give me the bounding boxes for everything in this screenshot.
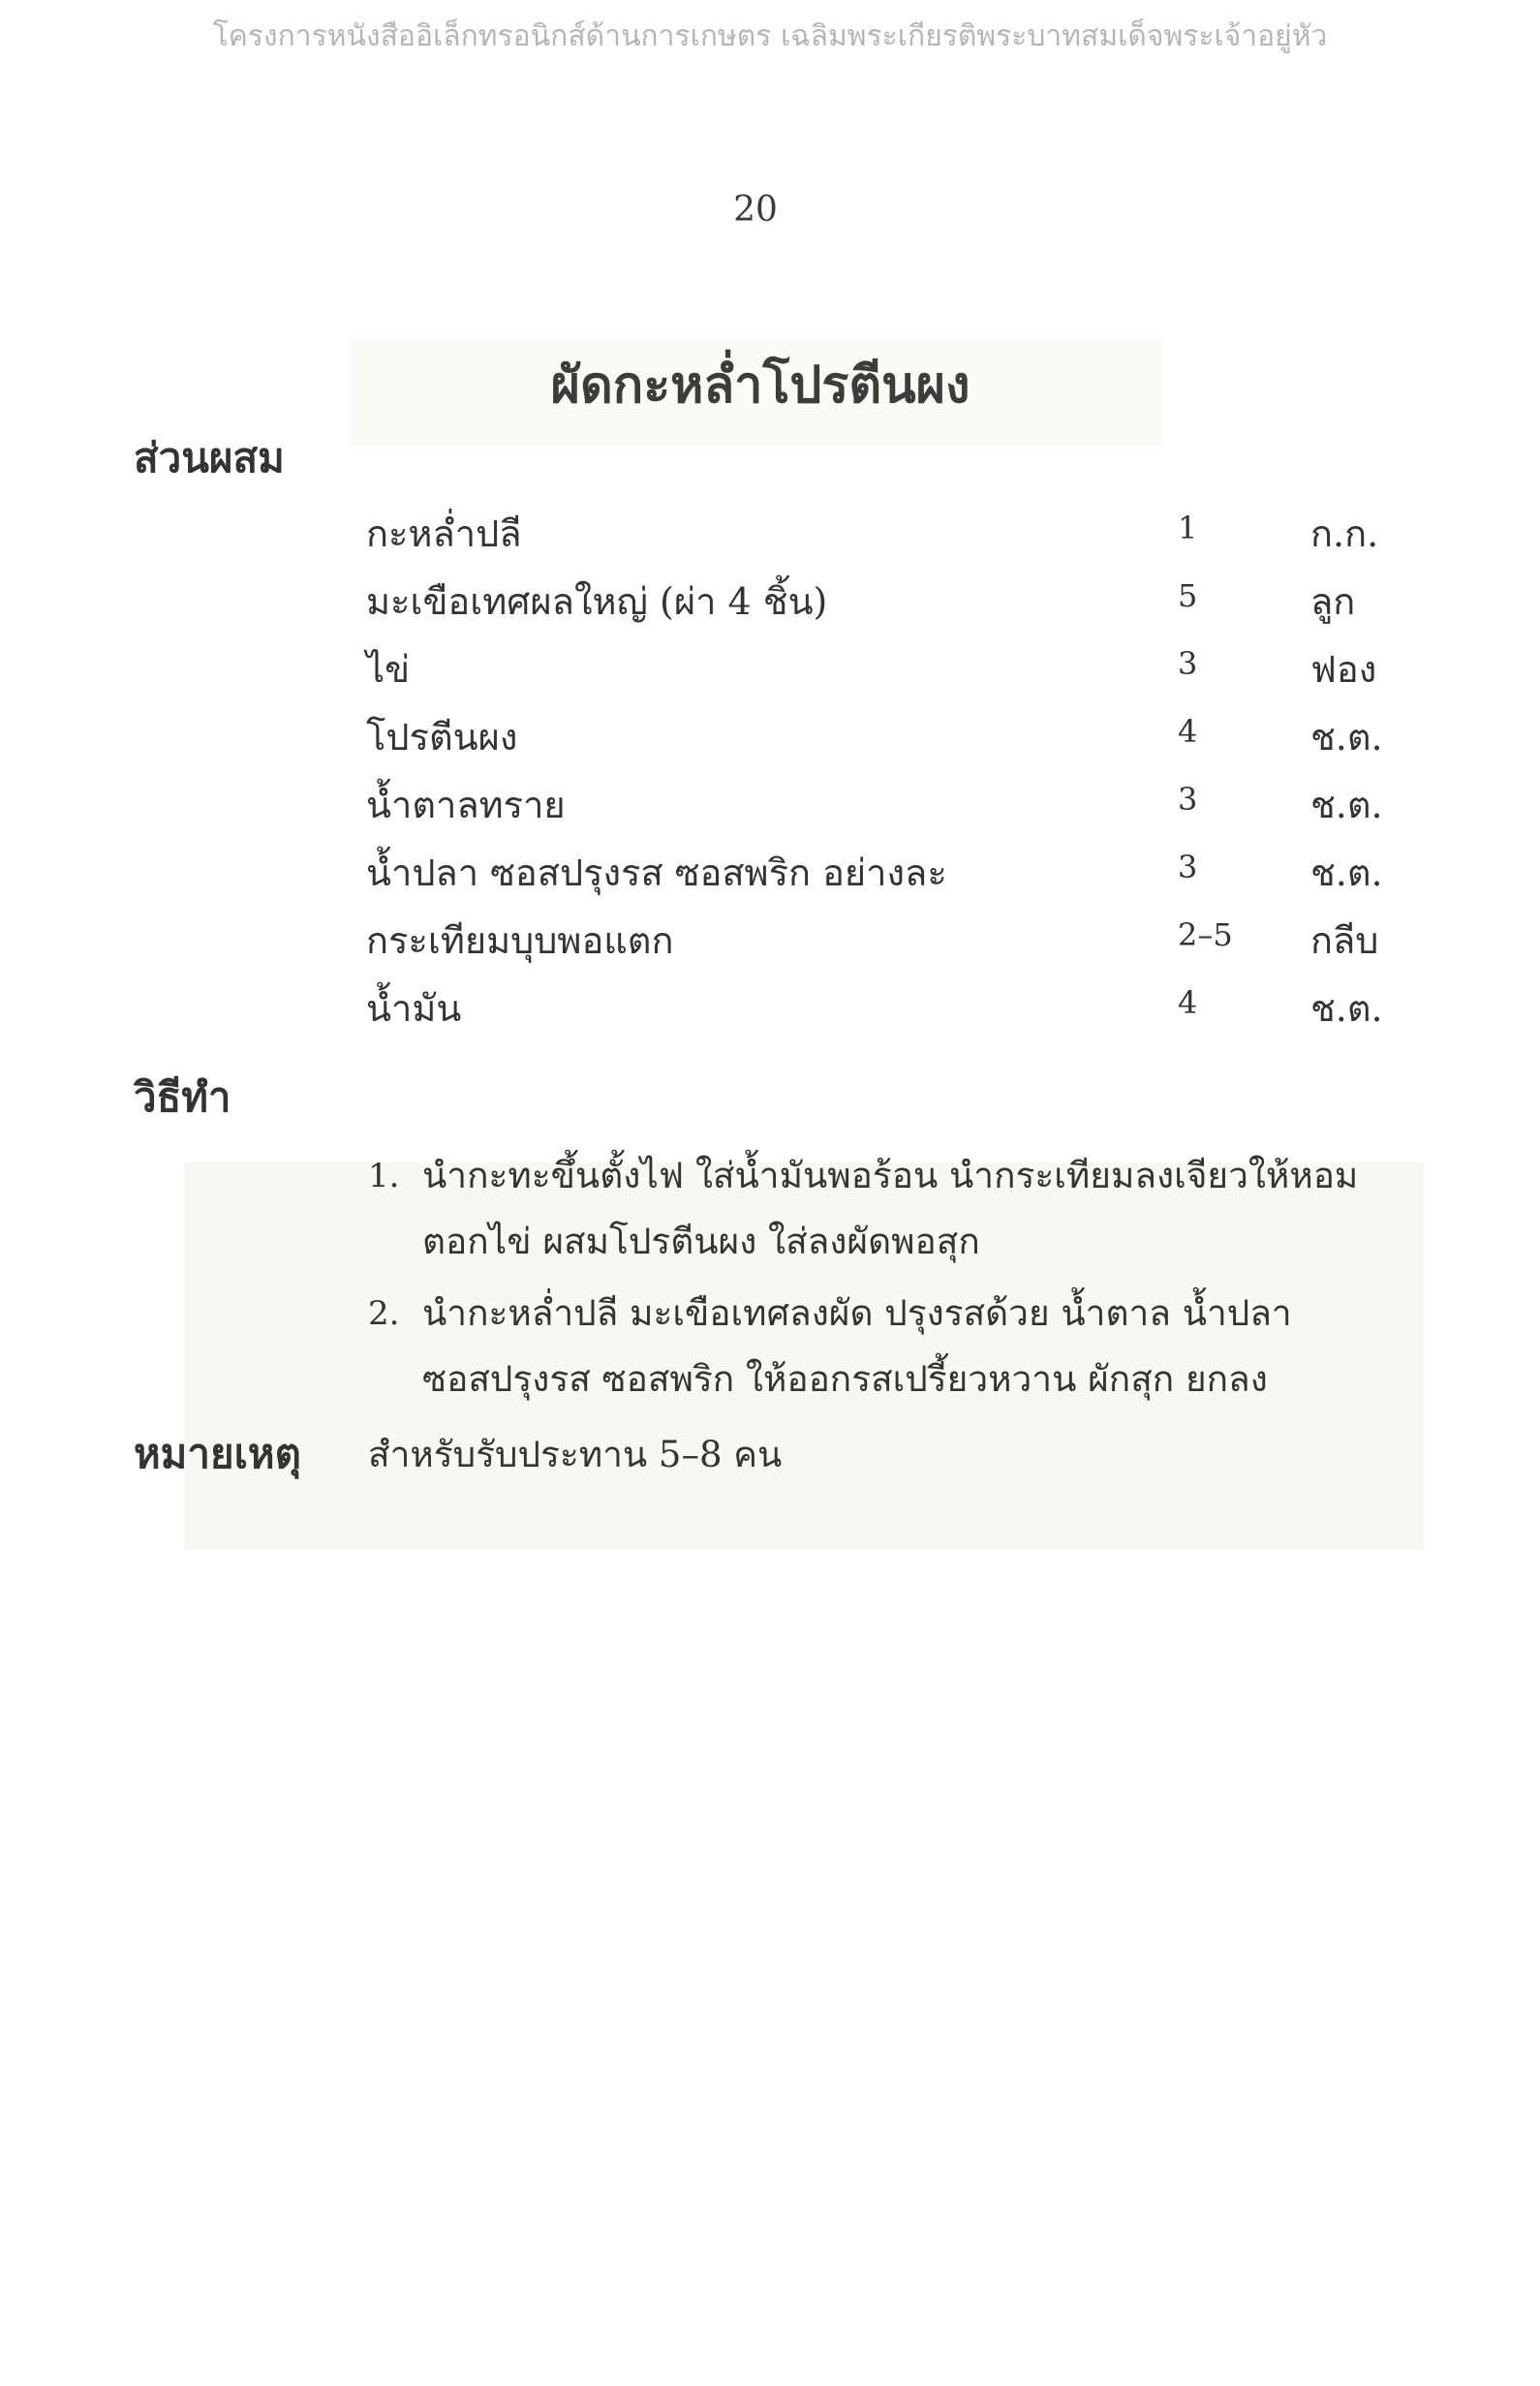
ingredient-qty: 2–5 bbox=[1178, 916, 1233, 953]
ingredient-unit: ลูก bbox=[1310, 580, 1356, 623]
ingredient-row bbox=[366, 707, 1393, 775]
ingredient-row bbox=[366, 639, 1393, 707]
project-header: โครงการหนังสืออิเล็กทรอนิกส์ด้านการเกษตร เฉลิมพระเกียรติพระบาทสมเด็จพระเจ้าอยู่หัว bbox=[212, 19, 1328, 53]
ingredient-name: มะเขือเทศผลใหญ่ (ผ่า 4 ชิ้น) bbox=[366, 580, 828, 623]
ingredient-unit: ก.ก. bbox=[1310, 512, 1379, 555]
ingredient-row bbox=[366, 572, 1393, 639]
ingredient-name: กะหล่ำปลี bbox=[366, 512, 522, 555]
ingredients-heading: ส่วนผสม bbox=[134, 434, 285, 481]
ingredient-unit: ช.ต. bbox=[1310, 987, 1383, 1030]
ingredient-unit: ช.ต. bbox=[1310, 716, 1383, 759]
recipe-title: ผัดกะหล่ำโปรตีนผง bbox=[550, 356, 970, 415]
note-text: สำหรับรับประทาน 5–8 คน bbox=[368, 1434, 783, 1475]
step-number: 2. bbox=[368, 1294, 400, 1333]
ingredient-name: น้ำปลา ซอสปรุงรส ซอสพริก อย่างละ bbox=[366, 852, 947, 894]
ingredient-unit: กลีบ bbox=[1310, 919, 1379, 962]
ingredient-name: ไข่ bbox=[366, 648, 411, 691]
ingredient-qty: 3 bbox=[1178, 849, 1198, 885]
ingredient-row bbox=[366, 911, 1393, 978]
ingredient-name: กระเทียมบุบพอแตก bbox=[366, 919, 674, 962]
note-heading: หมายเหตุ bbox=[134, 1430, 301, 1477]
ingredient-qty: 3 bbox=[1178, 781, 1198, 818]
method-step bbox=[368, 1281, 1424, 1412]
step-text-line: ซอสปรุงรส ซอสพริก ให้ออกรสเปรี้ยวหวาน ผักสุก ยกลง bbox=[422, 1358, 1268, 1400]
ingredient-unit: ช.ต. bbox=[1310, 784, 1383, 826]
ingredient-qty: 5 bbox=[1178, 577, 1198, 614]
ingredient-row bbox=[366, 978, 1393, 1046]
method-heading: วิธีทำ bbox=[134, 1073, 231, 1121]
method-steps bbox=[368, 1143, 1424, 1418]
ingredients-list bbox=[366, 504, 1393, 1046]
method-step bbox=[368, 1143, 1424, 1275]
ingredient-qty: 1 bbox=[1178, 510, 1198, 546]
step-text-line: นำกะหล่ำปลี มะเขือเทศลงผัด ปรุงรสด้วย น้ำตาล น้ำปลา bbox=[422, 1292, 1292, 1334]
ingredient-name: โปรตีนผง bbox=[366, 716, 518, 759]
step-text-line: นำกะทะขึ้นตั้งไฟ ใส่น้ำมันพอร้อน นำกระเทียมลงเจียวให้หอม bbox=[422, 1155, 1359, 1196]
ingredient-row bbox=[366, 775, 1393, 843]
ingredient-row bbox=[366, 843, 1393, 911]
page-number: 20 bbox=[733, 190, 778, 230]
ingredient-name: น้ำตาลทราย bbox=[366, 784, 566, 826]
ingredient-qty: 4 bbox=[1178, 713, 1198, 750]
ingredient-unit: ช.ต. bbox=[1310, 852, 1383, 894]
step-text-line: ตอกไข่ ผสมโปรตีนผง ใส่ลงผัดพอสุก bbox=[422, 1221, 980, 1262]
ingredient-name: น้ำมัน bbox=[366, 987, 462, 1030]
ingredient-unit: ฟอง bbox=[1310, 648, 1377, 691]
ingredient-row bbox=[366, 504, 1393, 572]
ingredient-qty: 3 bbox=[1178, 645, 1198, 682]
ingredient-qty: 4 bbox=[1178, 984, 1198, 1021]
step-number: 1. bbox=[368, 1157, 400, 1195]
